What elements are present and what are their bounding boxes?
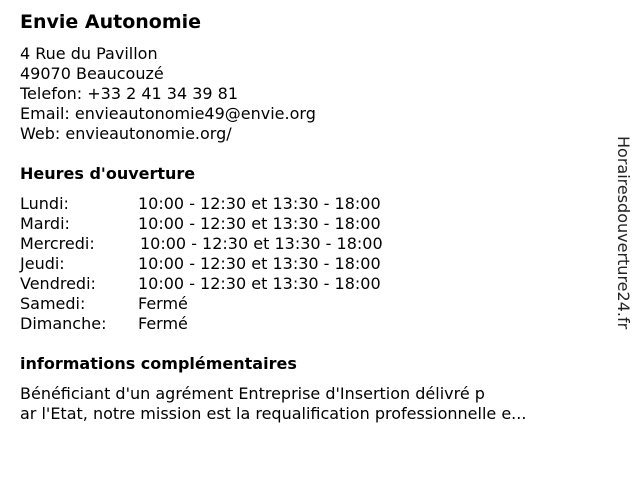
day-label: Dimanche: [20,314,107,333]
day-hours: 10:00 - 12:30 et 13:30 - 18:00 [140,234,383,253]
contact-block [20,44,316,144]
email-address: Email: envieautonomie49@envie.org [20,104,316,123]
business-name: Envie Autonomie [20,11,202,33]
day-hours: Fermé [138,294,188,313]
additional-info-heading: informations complémentaires [20,354,297,373]
day-hours: 10:00 - 12:30 et 13:30 - 18:00 [138,274,381,293]
day-label: Mardi: [20,214,70,233]
day-label: Samedi: [20,294,86,313]
site-watermark [612,136,634,368]
website-link: Web: envieautonomie.org/ [20,124,232,143]
opening-hours-heading: Heures d'ouverture [20,164,196,183]
address-city: 49070 Beaucouzé [20,64,164,83]
watermark-text: Horairesdouverture24.fr [614,136,633,330]
day-hours: 10:00 - 12:30 et 13:30 - 18:00 [138,254,381,273]
day-hours: 10:00 - 12:30 et 13:30 - 18:00 [138,214,381,233]
info-line-1: Bénéficiant d'un agrément Entreprise d'Insertion délivré p [20,384,485,403]
day-hours: 10:00 - 12:30 et 13:30 - 18:00 [138,194,381,213]
day-label: Mercredi: [20,234,95,253]
day-label: Jeudi: [20,254,65,273]
additional-info-text [20,384,580,424]
info-line-2: ar l'Etat, notre mission est la requalification professionnelle e... [20,404,527,423]
phone-number: Telefon: +33 2 41 34 39 81 [20,84,239,103]
day-label: Lundi: [20,194,69,213]
address-street: 4 Rue du Pavillon [20,44,158,63]
day-hours: Fermé [138,314,188,333]
day-label: Vendredi: [20,274,96,293]
